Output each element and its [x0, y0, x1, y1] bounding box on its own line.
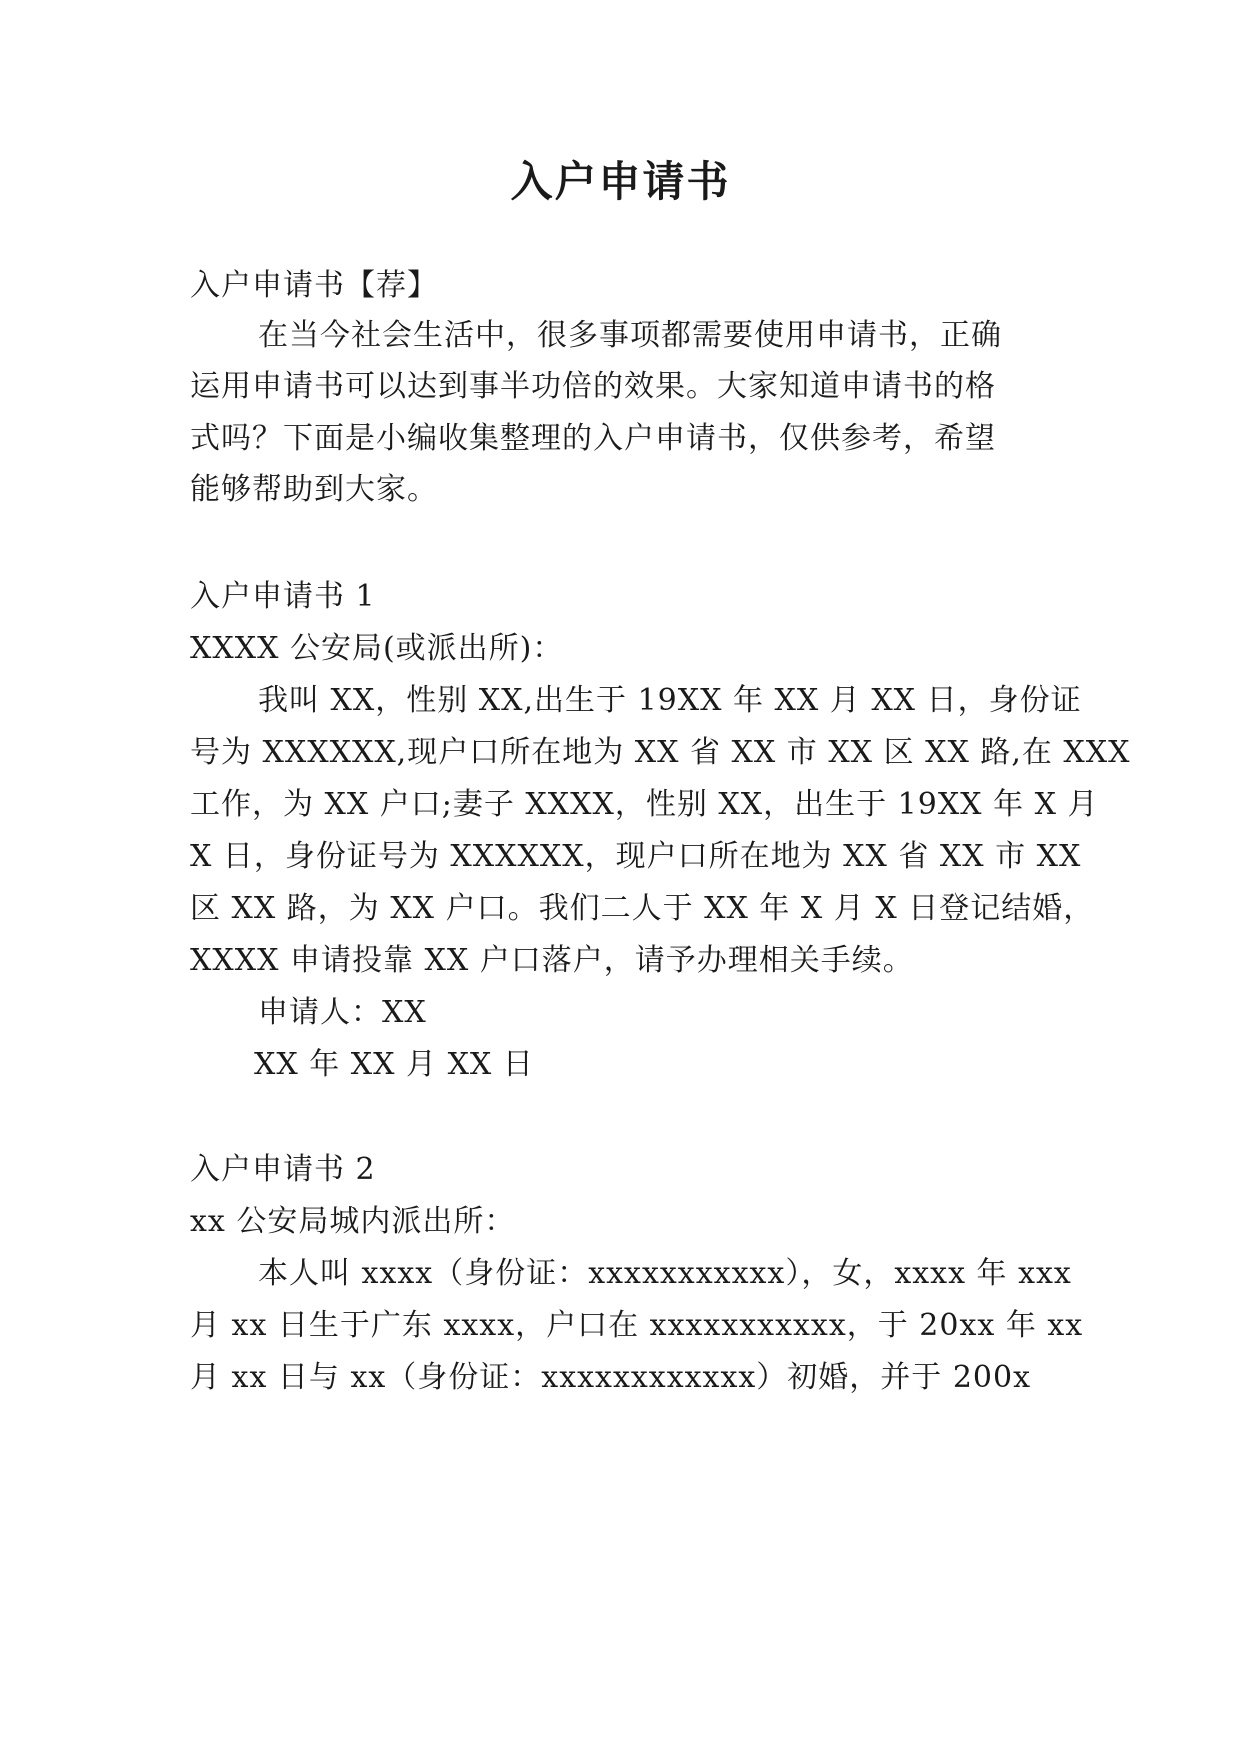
- letter1-heading: 入户申请书 1: [190, 579, 376, 614]
- letter1-addressee: XXXX 公安局(或派出所)：: [190, 631, 564, 666]
- intro-line-2: 运用申请书可以达到事半功倍的效果。大家知道申请书的格: [190, 369, 996, 404]
- letter1-line-5: 区 XX 路，为 XX 户口。我们二人于 XX 年 X 月 X 日登记结婚，: [190, 891, 1095, 926]
- letter1-line-6: XXXX 申请投靠 XX 户口落户，请予办理相关手续。: [190, 943, 914, 978]
- letter1-line-3: 工作，为 XX 户口;妻子 XXXX，性别 XX，出生于 19XX 年 X 月: [190, 787, 1099, 822]
- letter2-addressee: xx 公安局城内派出所：: [190, 1204, 516, 1239]
- intro-heading: 入户申请书【荐】: [190, 268, 438, 303]
- letter1-applicant: 申请人：XX: [258, 995, 427, 1030]
- intro-line-1: 在当今社会生活中，很多事项都需要使用申请书，正确: [258, 318, 1002, 353]
- letter2-line-1: 本人叫 xxxx（身份证：xxxxxxxxxxx），女，xxxx 年 xxx: [258, 1256, 1072, 1291]
- intro-line-3: 式吗？下面是小编收集整理的入户申请书，仅供参考，希望: [190, 421, 996, 456]
- letter1-line-2: 号为 XXXXXX,现户口所在地为 XX 省 XX 市 XX 区 XX 路,在 XXX: [190, 735, 1131, 770]
- letter2-heading: 入户申请书 2: [190, 1152, 376, 1187]
- document-title: 入户申请书: [510, 157, 731, 206]
- letter1-date: XX 年 XX 月 XX 日: [254, 1047, 534, 1082]
- letter1-line-1: 我叫 XX，性别 XX,出生于 19XX 年 XX 月 XX 日，身份证: [258, 683, 1082, 718]
- letter1-line-4: X 日，身份证号为 XXXXXX，现户口所在地为 XX 省 XX 市 XX: [190, 839, 1082, 874]
- intro-line-4: 能够帮助到大家。: [190, 472, 438, 507]
- letter2-line-3: 月 xx 日与 xx（身份证：xxxxxxxxxxxx）初婚，并于 200x: [190, 1360, 1032, 1395]
- letter2-line-2: 月 xx 日生于广东 xxxx，户口在 xxxxxxxxxxx，于 20xx 年 xx: [190, 1308, 1084, 1343]
